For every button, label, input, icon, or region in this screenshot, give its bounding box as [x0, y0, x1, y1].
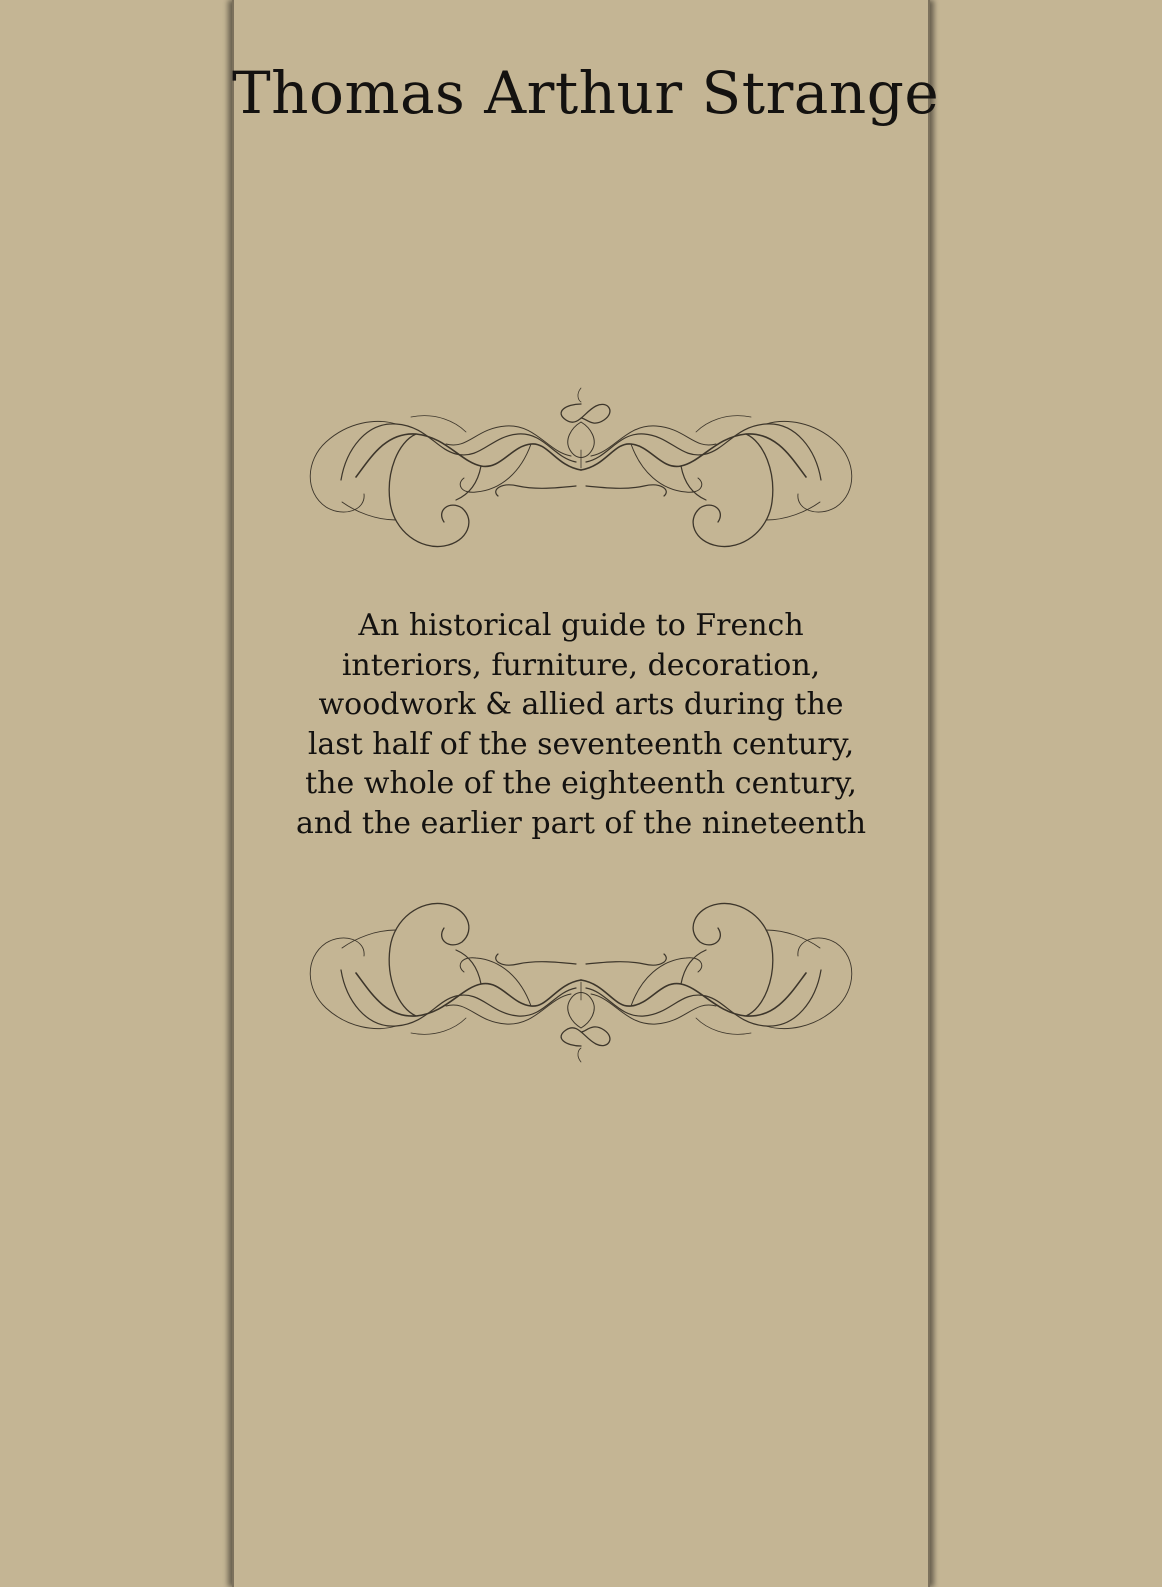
title-line: last half of the seventeenth century,	[307, 726, 855, 762]
title-line: woodwork & allied arts during the	[318, 687, 844, 722]
title-line: An historical guide to French	[358, 608, 804, 643]
title-line: the whole of the eighteenth century,	[305, 766, 857, 801]
cover-band	[232, 0, 940, 1587]
flourish-ornament-bottom	[286, 888, 876, 1068]
title-line: and the earlier part of the nineteenth	[295, 805, 867, 841]
flourish-bottom-art	[310, 903, 852, 1062]
author-name: Thomas Arthur Strange	[232, 59, 940, 127]
book-title	[240, 606, 922, 843]
flourish-ornament-top	[286, 382, 876, 562]
band-right-edge	[928, 0, 930, 1587]
flourish-top-art	[310, 388, 852, 547]
band-left-edge	[232, 0, 234, 1587]
title-line: interiors, furniture, decoration,	[341, 647, 821, 683]
